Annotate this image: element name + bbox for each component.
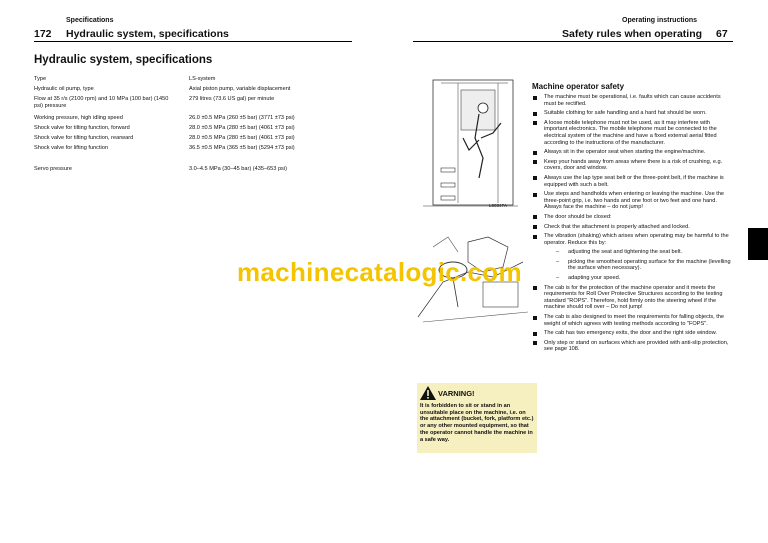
warning-title: VARNING! [438, 389, 475, 398]
list-item: Only step or stand on surfaces which are provided with anti-slip protection, see page 108. [532, 340, 732, 353]
list-item: Check that the attachment is properly attached and locked. [532, 224, 732, 231]
right-page-heading: Machine operator safety [532, 82, 625, 91]
right-header-title: Safety rules when operating [562, 28, 703, 40]
right-header-rule [413, 41, 733, 42]
spec-value: 36.5 ±0.5 MPa (365 ±5 bar) (5294 ±73 psi) [189, 145, 295, 151]
list-subitem: – adjusting the seat and tightening the seat belt. [532, 249, 732, 256]
list-item: Use steps and handholds when entering or leaving the machine. Use the three-point grip, i.e. two hands and one foot or two feet and one hand. Always face the machine – do not jump! [532, 191, 732, 211]
list-item: Always use the lap type seat belt or the three-point belt, if the machine is equipped with such a belt. [532, 175, 732, 188]
left-header-title: Hydraulic system, specifications [66, 28, 229, 40]
list-item: The cab has two emergency exits, the door and the right side window. [532, 330, 732, 337]
watermark: machinecatalogic.com [237, 257, 522, 287]
list-item: The vibration (shaking) which arises when operating may be harmful to the operator. Reduce this by: [532, 233, 732, 246]
spec-label: Shock valve for tilting function, rearward [34, 135, 134, 141]
warning-icon [420, 386, 436, 400]
spec-label: Working pressure, high idling speed [34, 115, 123, 121]
list-item: The cab is also designed to meet the requirements for falling objects, the weight of which agrees with testing methods according to "FOPS". [532, 314, 732, 327]
left-page-number: 172 [34, 28, 52, 40]
spec-value: LS-system [189, 76, 216, 82]
warning-box [417, 383, 537, 453]
spec-label: Shock valve for lifting function [34, 145, 108, 151]
list-item: A loose mobile telephone must not be used, as it may interfere with important electronics. The mobile telephone must be connected to the electrical system of the machine and have a fixed external aerial fitted according to the instructions of the manufacturer. [532, 120, 732, 146]
warning-text: It is forbidden to sit or stand in an unsuitable place on the machine, i.e. on the attachment (bucket, fork, platform etc.) or any other mounted equipment, so that the operator cannot handle the machine in a safe way. [420, 403, 534, 443]
spec-value: 28.0 ±0.5 MPa (280 ±5 bar) (4061 ±73 psi) [189, 135, 295, 141]
spec-label: Shock valve for tilting function, forward [34, 125, 130, 131]
list-item: Keep your hands away from areas where there is a risk of crushing, e.g. covers, door and window. [532, 159, 732, 172]
spec-label: Flow at 35 r/s (2100 rpm) and 10 MPa (100 bar) (1450 psi) pressure [34, 96, 169, 109]
spec-value: 279 litres (73.6 US gal) per minute [189, 96, 275, 102]
spec-value: 3.0–4.5 MPa (30–45 bar) (435–653 psi) [189, 166, 287, 172]
operator-entering-cab-illustration [413, 78, 523, 213]
spec-value: Axial piston pump, variable displacement [189, 86, 291, 92]
spec-value: 28.0 ±0.5 MPa (280 ±5 bar) (4061 ±73 psi) [189, 125, 295, 131]
list-item: Always sit in the operator seat when starting the engine/machine. [532, 149, 732, 156]
list-subitem: – adapting your speed. [532, 275, 732, 282]
spec-value: 26.0 ±0.5 MPa (260 ±5 bar) (3771 ±73 psi) [189, 115, 295, 121]
right-section-label: Operating instructions [622, 17, 698, 24]
list-item: The cab is for the protection of the machine operator and it meets the requirements for Roll Over Protective Structures according to the testing standard "ROPS". Therefore, hold firmly onto the steering wheel if the machine should roll over – Do not jump! [532, 285, 732, 311]
right-page-number: 67 [716, 28, 728, 40]
safety-rules-list [532, 94, 732, 356]
spec-label: Hydraulic oil pump, type [34, 86, 94, 92]
list-item: Suitable clothing for safe handling and a hard hat should be worn. [532, 110, 732, 117]
figure-label: L60347A [489, 203, 508, 208]
section-thumb-tab [748, 228, 768, 260]
list-item: The door should be closed: [532, 214, 732, 221]
left-page-heading: Hydraulic system, specifications [34, 54, 213, 66]
list-subitem: – picking the smoothest operating surface for the machine (levelling the surface when necessary). [532, 259, 732, 272]
left-section-label: Specifications [66, 17, 114, 24]
spec-label: Servo pressure [34, 166, 72, 172]
list-item: The machine must be operational, i.e. faults which can cause accidents must be rectified. [532, 94, 732, 107]
spec-label: Type [34, 76, 47, 82]
left-header-rule [34, 41, 352, 42]
